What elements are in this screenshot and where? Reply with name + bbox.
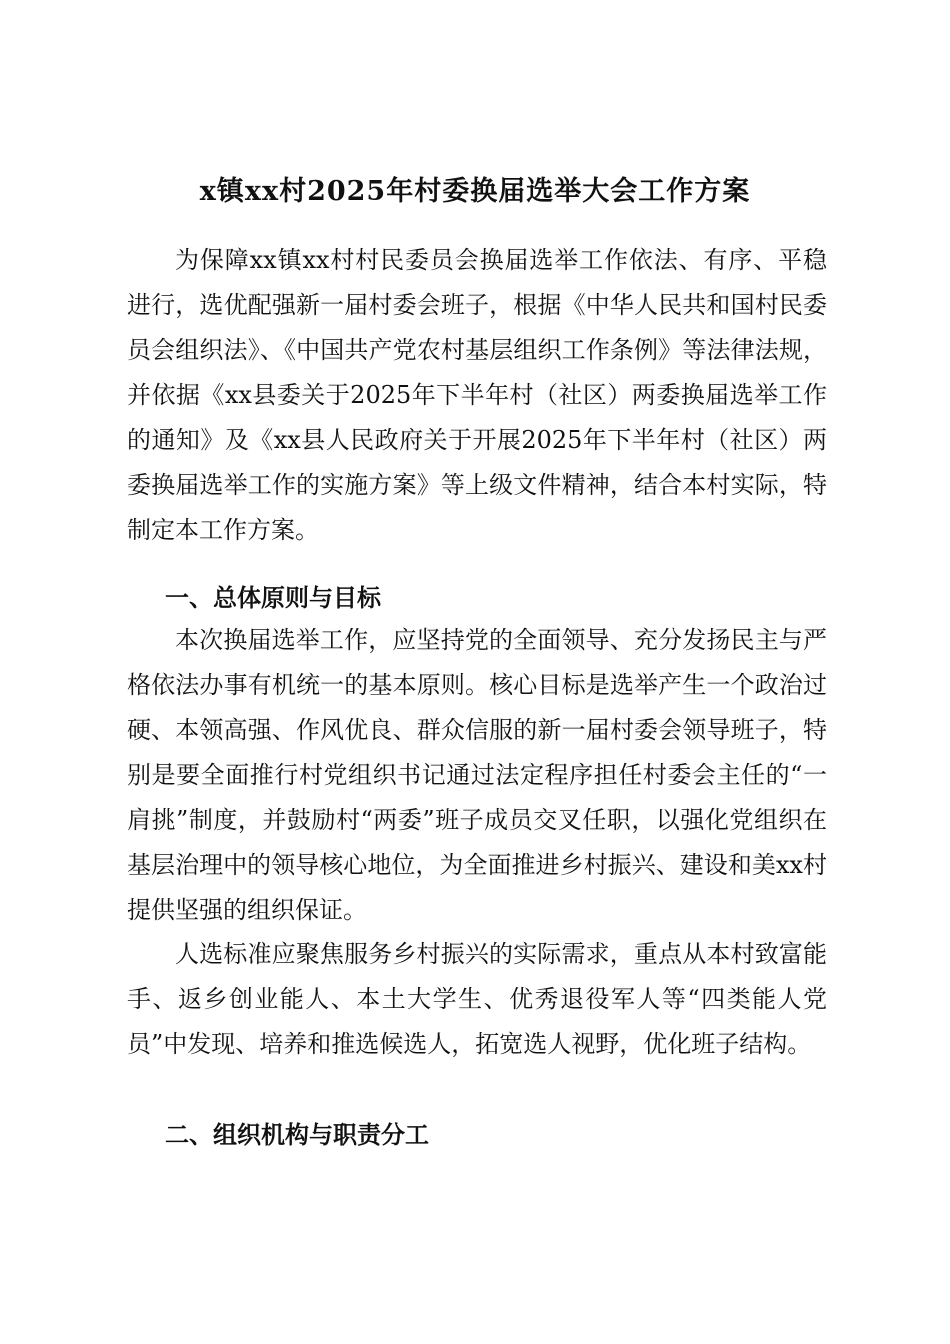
intro-paragraph: 为保障xx镇xx村村民委员会换届选举工作依法、有序、平稳进行，选优配强新一届村委会班子，根据《中华人民共和国村民委员会组织法》、《中国共产党农村基层组织工作条例》等法律法规，并依据《xx县委关于2025年下半年村（社区）两委换届选举工作的通知》及《xx县人民政府关于开展2025年下半年村（社区）两委换届选举工作的实施方案》等上级文件精神，结合本村实际，特制定本工作方案。 — [127, 246, 827, 544]
section-heading-principles: 一、总体原则与目标 — [165, 583, 381, 612]
candidate-standards-paragraph: 人选标准应聚焦服务乡村振兴的实际需求，重点从本村致富能手、返乡创业能人、本土大学生、优秀退役军人等“四类能人党员”中发现、培养和推选候选人，拓宽选人视野，优化班子结构。 — [127, 940, 827, 1058]
section-heading-organization: 二、组织机构与职责分工 — [165, 1120, 429, 1149]
document-title: x镇xx村2025年村委换届选举大会工作方案 — [199, 176, 751, 207]
principles-paragraph: 本次换届选举工作，应坚持党的全面领导、充分发扬民主与严格依法办事有机统一的基本原则。核心目标是选举产生一个政治过硬、本领高强、作风优良、群众信服的新一届村委会领导班子，特别是要全面推行村党组织书记通过法定程序担任村委会主任的“一肩挑”制度，并鼓励村“两委”班子成员交叉任职，以强化党组织在基层治理中的领导核心地位，为全面推进乡村振兴、建设和美xx村提供坚强的组织保证。 — [127, 626, 827, 924]
